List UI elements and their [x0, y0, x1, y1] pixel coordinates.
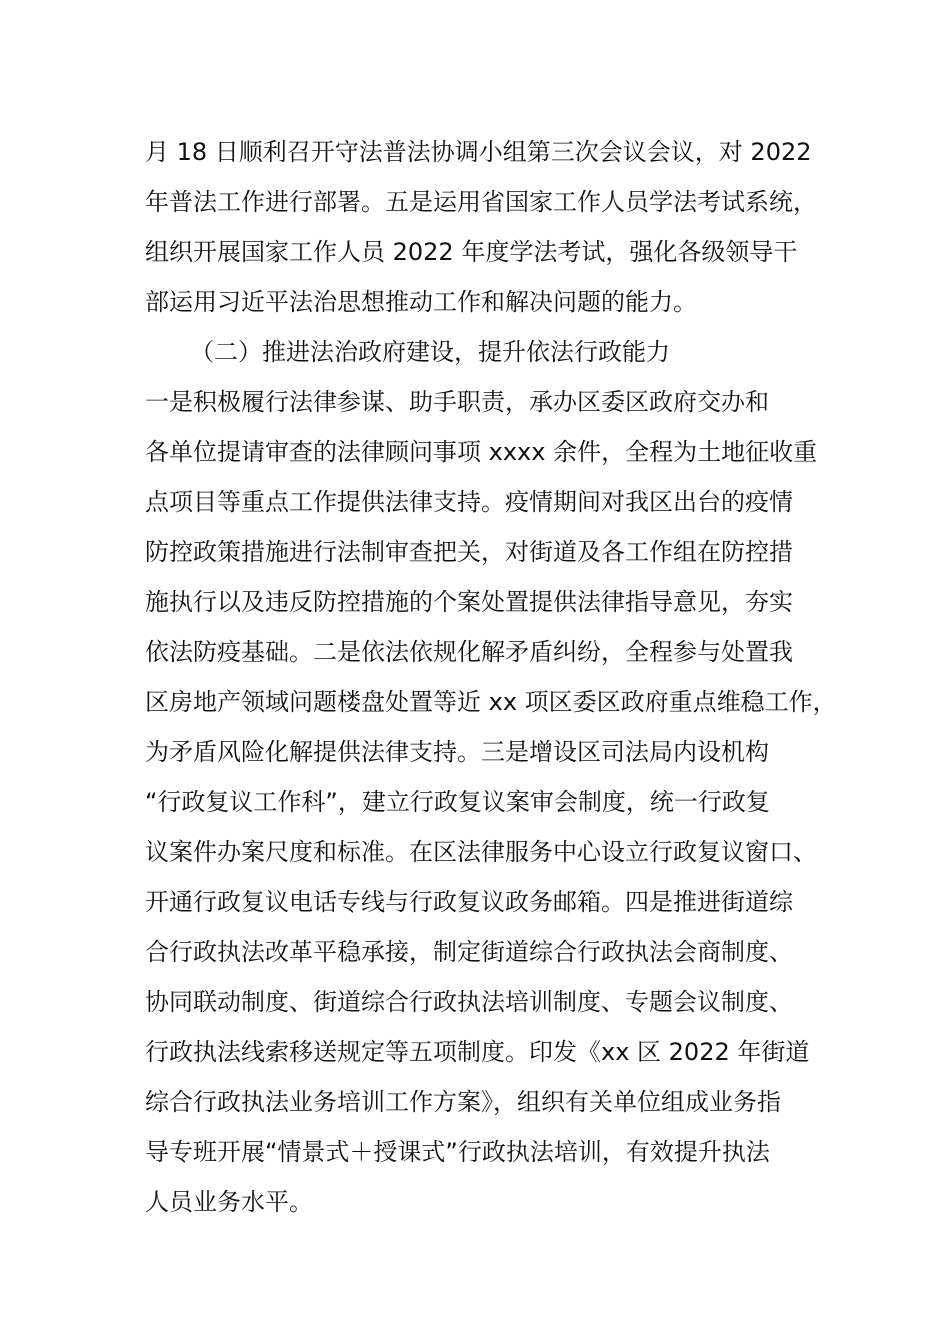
- body-text-line: 组织开展国家工作人员 2022 年度学法考试，强化各级领导干: [145, 238, 798, 266]
- body-text-line: 区房地产领域问题楼盘处置等近 xx 项区委区政府重点维稳工作，: [145, 688, 837, 716]
- body-text-line: 依法防疫基础。二是依法依规化解矛盾纠纷，全程参与处置我: [145, 638, 793, 666]
- body-text-line: “行政复议工作科”，建立行政复议案审会制度，统一行政复: [145, 788, 770, 816]
- body-text-line: 部运用习近平法治思想推动工作和解决问题的能力。: [145, 288, 697, 316]
- body-text-line: 人员业务水平。: [145, 1188, 313, 1216]
- body-text-line: 为矛盾风险化解提供法律支持。三是增设区司法局内设机构: [145, 738, 769, 766]
- section-heading: （二）推进法治政府建设，提升依法行政能力: [190, 338, 670, 366]
- body-text-line: 年普法工作进行部署。五是运用省国家工作人员学法考试系统，: [145, 188, 817, 216]
- body-text-line: 一是积极履行法律参谋、助手职责，承办区委区政府交办和: [145, 388, 769, 416]
- body-text-line: 开通行政复议电话专线与行政复议政务邮箱。四是推进街道综: [145, 888, 793, 916]
- body-text-line: 月 18 日顺利召开守法普法协调小组第三次会议会议，对 2022: [145, 138, 812, 166]
- body-text-line: 行政执法线索移送规定等五项制度。印发《xx 区 2022 年街道: [145, 1038, 810, 1066]
- body-text-line: 点项目等重点工作提供法律支持。疫情期间对我区出台的疫情: [145, 488, 793, 516]
- body-text-line: 合行政执法改革平稳承接，制定街道综合行政执法会商制度、: [145, 938, 793, 966]
- body-text-line: 导专班开展“情景式＋授课式”行政执法培训，有效提升执法: [145, 1138, 770, 1166]
- body-text-line: 施执行以及违反防控措施的个案处置提供法律指导意见，夯实: [145, 588, 793, 616]
- body-text-line: 综合行政执法业务培训工作方案》，组织有关单位组成业务指: [145, 1088, 781, 1116]
- body-text-line: 各单位提请审查的法律顾问事项 xxxx 余件，全程为土地征收重: [145, 438, 818, 466]
- body-text-line: 协同联动制度、街道综合行政执法培训制度、专题会议制度、: [145, 988, 793, 1016]
- body-text-line: 防控政策措施进行法制审查把关，对街道及各工作组在防控措: [145, 538, 793, 566]
- body-text-line: 议案件办案尺度和标准。在区法律服务中心设立行政复议窗口、: [145, 838, 817, 866]
